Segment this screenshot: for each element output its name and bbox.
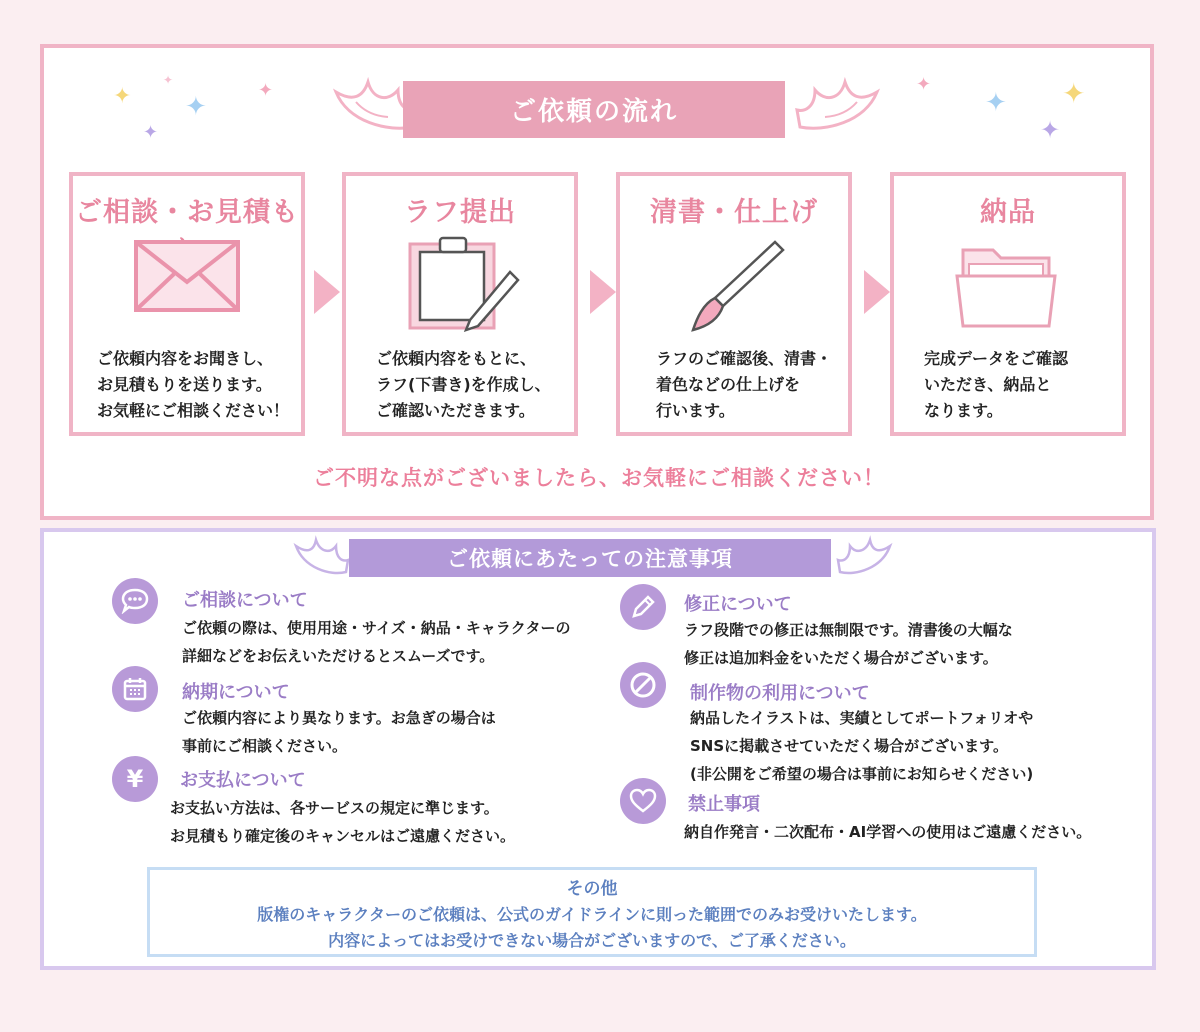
step-rough xyxy=(342,172,578,436)
yen-icon: ¥ xyxy=(112,756,158,802)
step-title: ラフ提出 xyxy=(404,197,516,228)
other-line: 版権のキャラクターのご依頼は、公式のガイドラインに則った範囲でのみお受けいたします。 xyxy=(257,905,927,924)
sparkle-icon: ✦ xyxy=(1062,77,1086,110)
step-title: ご相談・お見積も xyxy=(75,197,299,228)
note-title: 修正について xyxy=(684,594,792,615)
sparkle-icon: ✦ xyxy=(1040,116,1061,144)
sparkle-icon: ✦ xyxy=(185,92,207,122)
pencil-icon xyxy=(620,584,666,630)
note-body: ご依頼内容により異なります。お急ぎの場合は 事前にご相談ください。 xyxy=(182,709,496,755)
arrow-right-icon xyxy=(590,270,616,314)
paintbrush-icon xyxy=(679,234,789,334)
clipboard-pencil-icon xyxy=(400,232,520,332)
note-title: 禁止事項 xyxy=(688,794,760,815)
step-description: ラフのご確認後、清書・ 着色などの仕上げを 行います。 xyxy=(656,349,833,420)
step-consultation xyxy=(69,172,305,436)
sparkle-icon: ✦ xyxy=(143,122,159,143)
note-body: 納品したイラストは、実績としてポートフォリオや SNSに掲載させていただく場合がございます。 (非公開をご希望の場合は事前にお知らせください) xyxy=(690,709,1034,783)
wing-right-icon xyxy=(836,534,896,580)
flow-footer: ご不明な点がございましたら、お気軽にご相談ください！ xyxy=(313,466,885,490)
note-body: ラフ段階での修正は無制限です。清書後の大幅な 修正は追加料金をいただく場合がございます。 xyxy=(684,621,1013,667)
note-title: 納期について xyxy=(182,682,290,703)
chat-bubble-icon xyxy=(112,578,158,624)
wing-right-icon xyxy=(795,72,885,142)
note-body: ご依頼の際は、使用用途・サイズ・納品・キャラクターの 詳細などをお伝えいただけるとスムーズです。 xyxy=(182,619,571,665)
folder-icon xyxy=(953,236,1063,332)
calendar-icon xyxy=(112,666,158,712)
heart-icon xyxy=(620,778,666,824)
sparkle-icon: ✦ xyxy=(113,84,132,109)
step-title: 納品 xyxy=(980,197,1036,228)
step-delivery xyxy=(890,172,1126,436)
prohibited-icon xyxy=(620,662,666,708)
sparkle-icon: ✦ xyxy=(916,74,932,95)
envelope-icon xyxy=(132,238,242,314)
note-body: 納自作発言・二次配布・AI学習への使用はご遠慮ください。 xyxy=(684,823,1092,841)
step-description: 完成データをご確認 いただき、納品と なります。 xyxy=(924,349,1069,420)
flow-title: ご依頼の流れ xyxy=(403,81,785,138)
step-description: ご依頼内容をもとに、 ラフ(下書き)を作成し、 ご確認いただきます。 xyxy=(376,349,551,420)
sparkle-icon: ✦ xyxy=(163,73,174,87)
step-finishing xyxy=(616,172,852,436)
note-title: ご相談について xyxy=(182,590,308,611)
step-description: ご依頼内容をお聞きし、 お見積もりを送ります。 お気軽にご相談ください！ xyxy=(97,349,290,420)
arrow-right-icon xyxy=(864,270,890,314)
arrow-right-icon xyxy=(314,270,340,314)
note-title: お支払について xyxy=(180,770,306,791)
wing-left-icon xyxy=(290,534,350,580)
sparkle-icon: ✦ xyxy=(985,88,1007,118)
notes-title: ご依頼にあたっての注意事項 xyxy=(349,539,831,577)
step-title: 清書・仕上げ xyxy=(650,197,818,228)
other-line: 内容によってはお受けできない場合がございますので、ご了承ください。 xyxy=(328,931,856,950)
other-title: その他 xyxy=(566,879,618,899)
note-body: お支払い方法は、各サービスの規定に準じます。 お見積もり確定後のキャンセルはご遠慮ください。 xyxy=(170,799,516,845)
note-title: 制作物の利用について xyxy=(690,683,870,704)
sparkle-icon: ✦ xyxy=(258,80,274,101)
